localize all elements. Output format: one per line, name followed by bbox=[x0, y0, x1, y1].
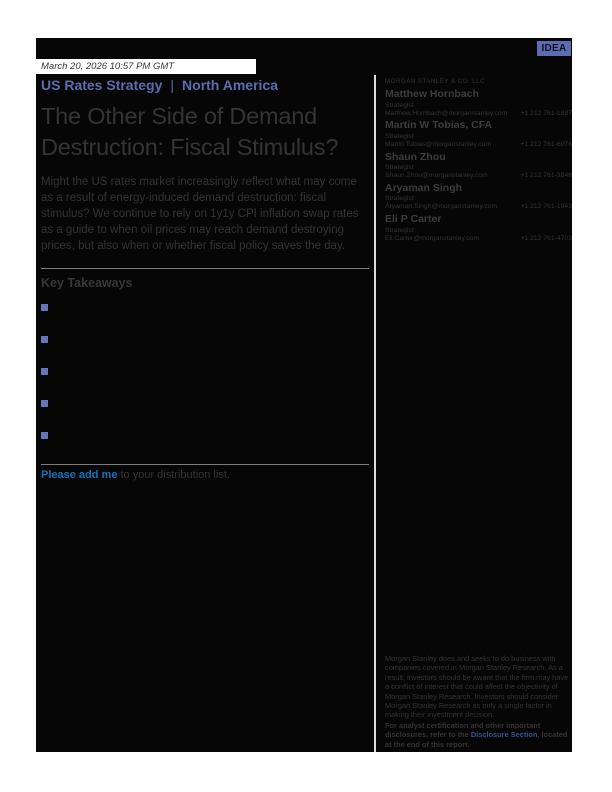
analyst-entry bbox=[385, 152, 572, 181]
analyst-email-link[interactable]: Matthew.Hornbach@morganstanley.com bbox=[385, 109, 508, 117]
analyst-role: Strategist bbox=[385, 195, 414, 203]
report-section-bar bbox=[41, 77, 278, 93]
bullet-square-icon bbox=[41, 400, 48, 407]
key-takeaways-list bbox=[41, 302, 371, 462]
column-divider bbox=[374, 75, 376, 752]
takeaway-item bbox=[41, 398, 371, 430]
section-title: US Rates Strategy bbox=[41, 77, 163, 93]
analyst-name: Matthew Hornbach bbox=[385, 88, 479, 100]
analyst-phone: +1 212 761-4703 bbox=[520, 234, 572, 242]
bullet-square-icon bbox=[41, 336, 48, 343]
analyst-phone: +1 212 761-1943 bbox=[520, 203, 572, 211]
takeaway-item bbox=[41, 334, 371, 366]
bullet-square-icon bbox=[41, 368, 48, 375]
disclaimer-bold-prefix: For analyst certification and other important disclosures, refer to the bbox=[385, 720, 541, 740]
report-title bbox=[41, 101, 371, 163]
analyst-entry bbox=[385, 89, 572, 118]
analyst-list bbox=[385, 89, 572, 243]
analyst-entry bbox=[385, 120, 572, 149]
distribution-text: to your distribution list. bbox=[117, 469, 230, 481]
analyst-phone: +1 212 761-1837 bbox=[520, 109, 572, 117]
report-title-line2: Destruction: Fiscal Stimulus? bbox=[41, 134, 339, 160]
idea-logo-text: IDEA bbox=[541, 43, 567, 54]
analyst-entry bbox=[385, 214, 572, 243]
distribution-line bbox=[41, 469, 371, 481]
bullet-square-icon bbox=[41, 432, 48, 439]
takeaway-item bbox=[41, 302, 371, 334]
region-label: North America bbox=[182, 77, 278, 93]
disclaimer-certification bbox=[385, 721, 572, 749]
key-takeaways-heading: Key Takeaways bbox=[41, 276, 133, 290]
analyst-name: Aryaman Singh bbox=[385, 181, 463, 194]
analyst-entry bbox=[385, 183, 572, 212]
analyst-phone: +1 212 761-3846 bbox=[520, 172, 572, 180]
report-cover-area bbox=[36, 38, 572, 752]
analyst-name: Martin W Tobias, CFA bbox=[385, 119, 493, 132]
report-summary: Might the US rates market increasingly reflect what may come as a result of energy-induced demand destruction: fiscal stimulus? We continue to rely on 1y1y CPI inflation swap rates as a guide to when oil prices may reach demand destroying prices, but also when or whether fiscal policy saves the day. bbox=[41, 176, 359, 252]
takeaway-item bbox=[41, 366, 371, 398]
idea-logo bbox=[537, 41, 571, 56]
analyst-email-link[interactable]: Aryaman.Singh@morganstanley.com bbox=[385, 203, 498, 211]
report-title-line1: The Other Side of Demand bbox=[41, 103, 318, 129]
analyst-email-link[interactable]: Eli.Carter@morganstanley.com bbox=[385, 234, 480, 242]
takeaway-item bbox=[41, 430, 371, 462]
date-strip bbox=[36, 59, 256, 74]
analyst-email-link[interactable]: Shaun.Zhou@morganstanley.com bbox=[385, 172, 488, 180]
publication-date: March 20, 2026 10:57 PM GMT bbox=[41, 61, 175, 72]
bullet-square-icon bbox=[41, 304, 48, 311]
analyst-sidebar bbox=[385, 78, 572, 245]
analyst-role: Strategist bbox=[385, 226, 414, 234]
divider-above-distribution bbox=[41, 464, 369, 465]
disclaimer-body: Morgan Stanley does and seeks to do business with companies covered in Morgan Stanley Research. As a result, investors should be aware that the firm may have a conflict of interest that could affect the objectivity of Morgan Stanley Research. Investors should consider Morgan Stanley Research as only a single factor in making their investment decision. bbox=[385, 654, 569, 720]
divider-above-takeaways bbox=[41, 268, 369, 269]
disclosure-section-link[interactable]: Disclosure Section bbox=[470, 730, 538, 740]
analyst-phone: +1 212 761-6076 bbox=[520, 140, 572, 148]
firm-name: MORGAN STANLEY & CO. LLC bbox=[385, 78, 485, 85]
section-separator: | bbox=[170, 77, 175, 93]
analyst-role: Strategist bbox=[385, 132, 414, 140]
main-column bbox=[41, 101, 371, 481]
add-me-link[interactable]: Please add me bbox=[41, 469, 118, 481]
analyst-name: Shaun Zhou bbox=[385, 150, 446, 163]
analyst-email-link[interactable]: Martin.Tobias@morganstanley.com bbox=[385, 140, 492, 148]
analyst-role: Strategist bbox=[385, 164, 414, 172]
disclaimer-block bbox=[385, 654, 572, 749]
disclaimer-bold-suffix: , located at the end of this report. bbox=[385, 730, 568, 749]
analyst-role: Strategist bbox=[385, 101, 414, 109]
analyst-name: Eli P Carter bbox=[385, 213, 442, 226]
